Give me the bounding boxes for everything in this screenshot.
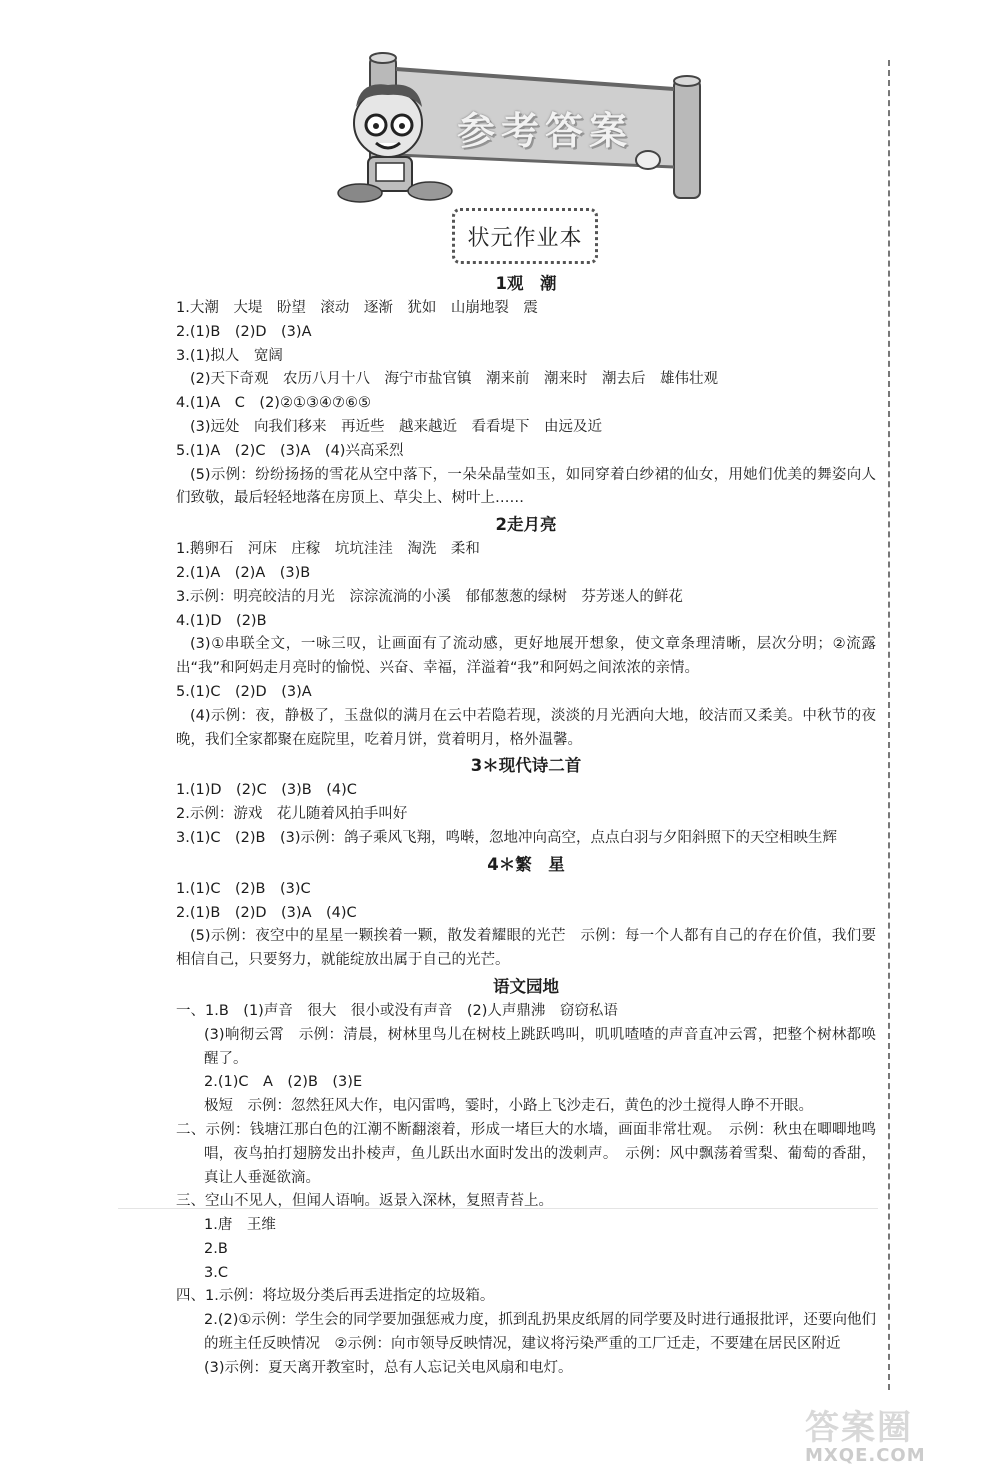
answer-line: 5.(1)C (2)D (3)A xyxy=(176,683,312,700)
answer-line: 极短 示例：忽然狂风大作，电闪雷鸣，霎时，小路上飞沙走石，黄色的沙土搅得人睁不开眼。 xyxy=(204,1098,813,1115)
subtitle-text: 状元作业本 xyxy=(467,225,583,251)
answer-line: 2.(1)B (2)D (3)A xyxy=(176,323,312,340)
answer-line: 1.大潮 大堤 盼望 滚动 逐渐 犹如 山崩地裂 震 xyxy=(176,300,538,316)
answer-line: 1.鹅卵石 河床 庄稼 坑坑洼洼 淘洗 柔和 xyxy=(176,541,480,558)
answer-line: (5)示例：纷纷扬扬的雪花从空中落下，一朵朵晶莹如玉，如同穿着白纱裙的仙女，用她们优美的舞姿向人们致敬，最后轻轻地落在房顶上、草尖上、树叶上…… xyxy=(176,466,876,507)
answer-line: 3.示例：明亮皎洁的月光 淙淙流淌的小溪 郁郁葱葱的绿树 芬芳迷人的鲜花 xyxy=(176,588,683,605)
answer-line: (3)示例：夏天离开教室时，总有人忘记关电风扇和电灯。 xyxy=(204,1359,573,1376)
watermark-logo: 答案圈 xyxy=(805,1408,913,1448)
answer-line: 3.C xyxy=(204,1264,228,1281)
answer-line: 5.(1)A (2)C (3)A (4)兴高采烈 xyxy=(176,442,404,459)
answer-line: 3.(1)拟人 宽阔 xyxy=(176,347,283,364)
answer-line: 1.唐 王维 xyxy=(204,1217,276,1234)
answer-line: (3)①串联全文，一咏三叹，让画面有了流动感，更好地展开想象，使文章条理清晰，层次分明；②流露出“我”和阿妈走月亮时的愉悦、兴奋、幸福，洋溢着“我”和阿妈之间浓浓的亲情。 xyxy=(176,636,876,677)
answer-line: 四、1.示例：将垃圾分类后再丢进指定的垃圾箱。 xyxy=(176,1288,495,1305)
answer-line: 2.B xyxy=(204,1240,228,1257)
header-banner xyxy=(330,45,710,210)
answer-line: 1.(1)D (2)C (3)B (4)C xyxy=(176,782,357,799)
answer-content xyxy=(176,270,876,1381)
answer-line: 2.示例：游戏 花儿随着风拍手叫好 xyxy=(176,806,408,823)
answer-line: (5)示例：夜空中的星星一颗挨着一颗，散发着耀眼的光芒 示例：每一个人都有自己的存在价值，我们要相信自己，只要努力，就能绽放出属于自己的光芒。 xyxy=(176,928,876,969)
answer-line: 4.(1)A C (2)②①③④⑦⑥⑤ xyxy=(176,395,371,412)
answer-line: 4.(1)D (2)B xyxy=(176,612,267,629)
watermark-url: MXQE.COM xyxy=(805,1445,926,1466)
answer-line: (3)响彻云霄 示例：清晨，树林里鸟儿在树枝上跳跃鸣叫，叽叽喳喳的声音直冲云霄，把整个树林都唤醒了。 xyxy=(204,1026,876,1067)
answer-line: (2)天下奇观 农历八月十八 海宁市盐官镇 潮来前 潮来时 潮去后 雄伟壮观 xyxy=(190,371,719,388)
answer-line: 三、空山不见人，但闻人语响。返景入深林，复照青苔上。 xyxy=(176,1193,553,1210)
answer-line: 1.(1)C (2)B (3)C xyxy=(176,880,311,897)
watermark xyxy=(805,1400,995,1468)
answer-line: 2.(1)A (2)A (3)B xyxy=(176,564,311,581)
answer-line: 3.(1)C (2)B (3)示例：鸽子乘风飞翔，鸣啭，忽地冲向高空，点点白羽与夕阳斜照下的天空相映生辉 xyxy=(176,829,838,846)
banner-title: 参考答案 xyxy=(456,109,633,153)
answer-line: (4)示例：夜，静极了，玉盘似的满月在云中若隐若现，淡淡的月光洒向大地，皎洁而又柔美。中秋节的夜晚，我们全家都聚在庭院里，吃着月饼，赏着明月，格外温馨。 xyxy=(176,707,876,748)
section-title: 2走月亮 xyxy=(495,515,557,535)
section-title: 语文园地 xyxy=(493,976,559,996)
answer-line: 一、1.B (1)声音 很大 很小或没有声音 (2)人声鼎沸 窃窃私语 xyxy=(176,1002,618,1019)
answer-line: 2.(1)C A (2)B (3)E xyxy=(204,1074,363,1091)
section-title: 1观 潮 xyxy=(495,274,557,293)
section-title: 3＊现代诗二首 xyxy=(470,756,582,776)
dashed-cut-line xyxy=(888,60,890,1390)
subtitle-badge xyxy=(452,208,598,264)
answer-line: 2.(1)B (2)D (3)A (4)C xyxy=(176,904,357,921)
answer-line: (3)远处 向我们移来 再近些 越来越近 看看堤下 由远及近 xyxy=(190,418,603,435)
answer-line: 二、示例：钱塘江那白色的江潮不断翻滚着，形成一堵巨大的水墙，画面非常壮观。 示例：秋虫在唧唧地鸣唱，夜鸟拍打翅膀发出扑棱声，鱼儿跃出水面时发出的泼刺声。 示例：风中飘荡着雪梨、葡萄的香甜，真让人垂涎欲滴。 xyxy=(176,1121,876,1186)
faint-divider xyxy=(118,1208,878,1209)
answer-line: 2.(2)①示例：学生会的同学要加强惩戒力度，抓到乱扔果皮纸屑的同学要及时进行通报批评，还要向他们的班主任反映情况 ②示例：向市领导反映情况，建议将污染严重的工厂迁走，不要建在居民区附近 xyxy=(204,1312,876,1353)
section-title: 4＊繁 星 xyxy=(487,854,565,874)
